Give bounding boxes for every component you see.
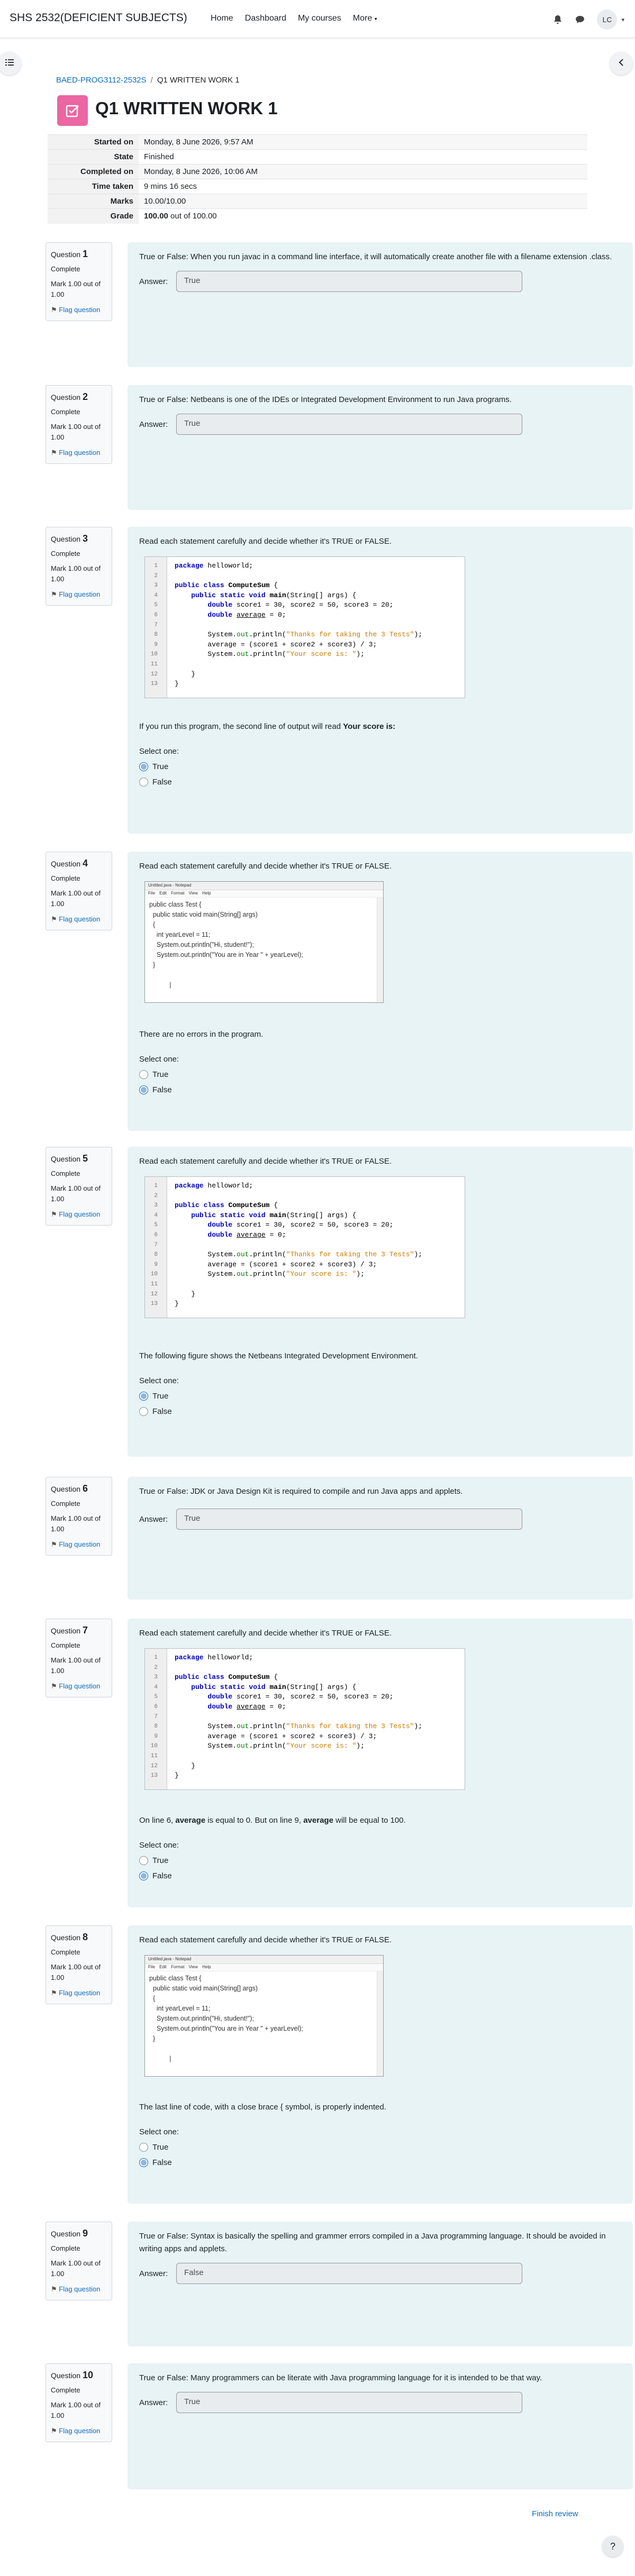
nav-more[interactable] xyxy=(353,14,377,23)
option-false[interactable] xyxy=(139,2158,621,2167)
question-intro: Read each statement carefully and decide whether it's TRUE or FALSE. xyxy=(139,1157,392,1166)
radio-false[interactable] xyxy=(139,1871,148,1880)
notepad-screenshot xyxy=(144,1955,384,2077)
statement-bold: Your score is: xyxy=(343,722,396,731)
statement-text: will be equal to 100. xyxy=(333,1816,406,1825)
flag-question-link[interactable] xyxy=(51,305,107,315)
summary-row xyxy=(48,165,587,179)
question-state: Complete xyxy=(51,1641,80,1649)
answer-label: Answer: xyxy=(139,419,168,429)
option-true[interactable] xyxy=(139,2143,621,2152)
flag-label: Flag question xyxy=(59,1989,101,1997)
question-info xyxy=(46,852,112,930)
chevron-down-icon: ▾ xyxy=(374,16,377,22)
select-one-label: Select one: xyxy=(139,1841,179,1850)
option-true[interactable] xyxy=(139,1856,621,1865)
breadcrumb-course-link[interactable]: BAED-PROG3112-2532S xyxy=(56,76,147,85)
question-content xyxy=(128,2363,633,2489)
question-word: Question xyxy=(51,535,81,543)
flag-question-link[interactable] xyxy=(51,1209,107,1220)
option-label: True xyxy=(152,2143,169,2152)
option-label: True xyxy=(152,1070,169,1079)
question-state: Complete xyxy=(51,1169,80,1177)
summary-label: Marks xyxy=(48,194,139,209)
statement-text: is equal to 0. But on line 9, xyxy=(205,1816,304,1825)
answer-row xyxy=(139,2263,621,2284)
nav-my-courses[interactable]: My courses xyxy=(297,14,341,23)
flag-label: Flag question xyxy=(59,590,101,599)
summary-label: State xyxy=(48,150,139,165)
question-number xyxy=(51,390,107,405)
question-1 xyxy=(46,242,635,367)
flag-question-link[interactable] xyxy=(51,2284,107,2295)
option-label: True xyxy=(152,762,169,771)
option-label: False xyxy=(152,778,172,787)
question-content xyxy=(128,852,633,1131)
select-one-label: Select one: xyxy=(139,1055,179,1064)
flag-question-link[interactable] xyxy=(51,447,107,458)
primary-navigation xyxy=(211,14,377,23)
question-number-value: 10 xyxy=(82,2370,93,2380)
summary-label: Grade xyxy=(48,209,139,224)
nav-dashboard[interactable]: Dashboard xyxy=(244,14,286,23)
question-8 xyxy=(46,1925,635,2204)
statement-bold: average xyxy=(175,1816,206,1825)
question-state: Complete xyxy=(51,874,80,882)
radio-true[interactable] xyxy=(139,762,148,771)
code-line-numbers: 1 2 3 4 5 6 7 8 9 10 11 12 13 xyxy=(150,1183,158,1308)
breadcrumb-current[interactable]: Q1 WRITTEN WORK 1 xyxy=(157,76,240,85)
flag-question-link[interactable] xyxy=(51,1988,107,1998)
question-statement: The following figure shows the Netbeans Integrated Development Environment. xyxy=(139,1351,418,1360)
question-word: Question xyxy=(51,1933,81,1942)
question-word: Question xyxy=(51,1485,81,1493)
avatar[interactable]: LC xyxy=(597,10,617,30)
question-number xyxy=(51,1482,107,1496)
radio-true[interactable] xyxy=(139,2143,148,2152)
answer-row xyxy=(139,1509,621,1530)
summary-row xyxy=(48,135,587,150)
option-label: False xyxy=(152,2158,172,2167)
flag-question-link[interactable] xyxy=(51,914,107,925)
messages-icon[interactable] xyxy=(575,14,585,25)
question-number-value: 2 xyxy=(82,391,88,402)
summary-value: 10.00/10.00 xyxy=(139,194,587,209)
option-false[interactable] xyxy=(139,1085,621,1094)
summary-row xyxy=(48,209,587,224)
summary-label: Completed on xyxy=(48,165,139,179)
question-content xyxy=(128,1147,633,1457)
question-grade: Mark 1.00 out of 1.00 xyxy=(51,423,101,442)
breadcrumb-separator: / xyxy=(150,76,153,85)
flag-question-link[interactable] xyxy=(51,2426,107,2436)
answer-label: Answer: xyxy=(139,2398,168,2407)
notification-bell-icon[interactable] xyxy=(552,14,563,25)
question-intro: Read each statement carefully and decide whether it's TRUE or FALSE. xyxy=(139,537,392,546)
question-number xyxy=(51,532,107,546)
question-intro: Read each statement carefully and decide whether it's TRUE or FALSE. xyxy=(139,1935,392,1944)
nav-home[interactable]: Home xyxy=(211,14,233,23)
option-label: False xyxy=(152,1871,172,1880)
radio-false[interactable] xyxy=(139,1407,148,1416)
code-line-numbers: 1 2 3 4 5 6 7 8 9 10 11 12 13 xyxy=(150,563,158,688)
top-navbar xyxy=(0,0,635,38)
grade-value: 100.00 xyxy=(144,212,168,221)
notepad-code: public class Test { public static void main(String[] args) { int yearLevel = 11; System.out.println("Hi, student!"); System.out.println("You are in Year " + yearLevel); } | xyxy=(149,901,303,989)
notepad-scrollbar xyxy=(377,1971,383,2076)
question-statement xyxy=(139,1814,621,1827)
question-info xyxy=(46,385,112,464)
flag-icon: ⚑ xyxy=(51,915,57,924)
question-info xyxy=(46,2363,112,2442)
question-state: Complete xyxy=(51,1948,80,1956)
flag-icon: ⚑ xyxy=(51,1210,57,1219)
code-text: package helloworld; public class ComputeSum { public static void main(String[] args) { double score1 = 30, score2 = 50, score3 = 20; double average = 0; System.out.println("Thanks for taking the 3 Tests"); average = (score1 + score2 + score3) / 3; System.out.println("Your score is: "); } } xyxy=(175,1654,423,1780)
question-intro: Read each statement carefully and decide whether it's TRUE or FALSE. xyxy=(139,1629,392,1638)
question-state: Complete xyxy=(51,2244,80,2252)
grade-out-of: out of 100.00 xyxy=(168,212,217,221)
list-icon xyxy=(5,59,14,68)
code-line-numbers: 1 2 3 4 5 6 7 8 9 10 11 12 13 xyxy=(150,1655,158,1779)
question-word: Question xyxy=(51,1155,81,1163)
question-grade: Mark 1.00 out of 1.00 xyxy=(51,1514,101,1533)
statement-text: On line 6, xyxy=(139,1816,176,1825)
answer-row xyxy=(139,271,621,292)
question-4 xyxy=(46,852,635,1131)
site-name[interactable]: SHS 2532(DEFICIENT SUBJECTS) xyxy=(10,12,187,24)
question-number xyxy=(51,1152,107,1166)
question-grade: Mark 1.00 out of 1.00 xyxy=(51,564,101,583)
answer-row xyxy=(139,414,621,435)
question-info xyxy=(46,1477,112,1556)
question-statement xyxy=(139,720,621,733)
question-word: Question xyxy=(51,1627,81,1635)
question-number xyxy=(51,2368,107,2383)
option-true[interactable] xyxy=(139,1070,621,1079)
answer-label: Answer: xyxy=(139,277,168,286)
answer-field[interactable]: True xyxy=(176,1509,522,1530)
flag-icon: ⚑ xyxy=(51,449,57,457)
question-grade: Mark 1.00 out of 1.00 xyxy=(51,2259,101,2278)
option-false[interactable] xyxy=(139,1871,621,1880)
question-text: True or False: When you run javac in a command line interface, it will automatically create another file with a filename extension .class. xyxy=(139,252,612,261)
question-number-value: 1 xyxy=(82,249,88,259)
radio-true[interactable] xyxy=(139,1070,148,1079)
flag-icon: ⚑ xyxy=(51,2427,57,2435)
code-screenshot xyxy=(144,556,465,698)
summary-label: Time taken xyxy=(48,179,139,194)
question-content xyxy=(128,1619,633,1907)
question-grade: Mark 1.00 out of 1.00 xyxy=(51,1656,101,1675)
summary-value: Monday, 8 June 2026, 10:06 AM xyxy=(139,165,587,179)
question-content xyxy=(128,242,633,367)
flag-icon: ⚑ xyxy=(51,2285,57,2294)
user-nav xyxy=(552,10,624,30)
question-content xyxy=(128,527,633,834)
question-grade: Mark 1.00 out of 1.00 xyxy=(51,889,101,908)
select-one-label: Select one: xyxy=(139,747,179,756)
answer-field[interactable]: False xyxy=(176,2263,522,2284)
flag-question-link[interactable] xyxy=(51,1539,107,1550)
question-content xyxy=(128,385,633,510)
notepad-code: public class Test { public static void main(String[] args) { int yearLevel = 11; System.out.println("Hi, student!"); System.out.println("You are in Year " + yearLevel); } | xyxy=(149,1975,303,2062)
question-statement: There are no errors in the program. xyxy=(139,1030,264,1039)
summary-row xyxy=(48,194,587,209)
question-word: Question xyxy=(51,250,81,259)
flag-icon: ⚑ xyxy=(51,590,57,599)
question-word: Question xyxy=(51,393,81,401)
flag-question-link[interactable] xyxy=(51,1681,107,1692)
radio-true[interactable] xyxy=(139,1856,148,1865)
question-state: Complete xyxy=(51,407,80,416)
answer-row xyxy=(139,2392,621,2413)
summary-value xyxy=(139,209,587,224)
summary-label: Started on xyxy=(48,135,139,150)
radio-true[interactable] xyxy=(139,1392,148,1401)
question-number xyxy=(51,2226,107,2241)
notepad-title: Untitled.java - Notepad xyxy=(145,882,383,890)
option-false[interactable] xyxy=(139,1407,621,1416)
question-text: True or False: Syntax is basically the spelling and grammer errors compiled in a Java programming language. It should be avoided in writing apps and applets. xyxy=(139,2232,606,2253)
option-true[interactable] xyxy=(139,1392,621,1401)
code-screenshot xyxy=(144,1176,465,1318)
option-true[interactable] xyxy=(139,762,621,771)
flag-icon: ⚑ xyxy=(51,1540,57,1549)
radio-false[interactable] xyxy=(139,2158,148,2167)
code-screenshot xyxy=(144,1648,465,1790)
summary-row xyxy=(48,179,587,194)
option-label: True xyxy=(152,1392,169,1401)
question-grade: Mark 1.00 out of 1.00 xyxy=(51,2401,101,2420)
flag-label: Flag question xyxy=(59,449,101,457)
question-word: Question xyxy=(51,2230,81,2238)
question-content xyxy=(128,1925,633,2204)
question-number xyxy=(51,247,107,262)
breadcrumb xyxy=(56,76,240,85)
question-number xyxy=(51,856,107,871)
question-info xyxy=(46,527,112,606)
option-label: True xyxy=(152,1856,169,1865)
flag-icon: ⚑ xyxy=(51,1989,57,1997)
flag-label: Flag question xyxy=(59,2427,101,2435)
radio-false[interactable] xyxy=(139,778,148,787)
question-state: Complete xyxy=(51,549,80,558)
question-text: True or False: JDK or Java Design Kit is required to compile and run Java apps and applets. xyxy=(139,1487,463,1496)
question-grade: Mark 1.00 out of 1.00 xyxy=(51,280,101,299)
question-info xyxy=(46,242,112,321)
page-title: Q1 WRITTEN WORK 1 xyxy=(95,98,278,118)
statement-text: If you run this program, the second line of output will read xyxy=(139,722,343,731)
flag-question-link[interactable] xyxy=(51,589,107,600)
flag-label: Flag question xyxy=(59,1682,101,1691)
option-label: False xyxy=(152,1085,172,1094)
option-label: False xyxy=(152,1407,172,1416)
question-number xyxy=(51,1930,107,1945)
answer-field[interactable]: True xyxy=(176,2392,522,2413)
attempt-summary-table xyxy=(48,134,587,224)
question-2 xyxy=(46,385,635,510)
question-grade: Mark 1.00 out of 1.00 xyxy=(51,1963,101,1982)
question-info xyxy=(46,1147,112,1226)
question-7 xyxy=(46,1619,635,1907)
summary-value: 9 mins 16 secs xyxy=(139,179,587,194)
question-text: True or False: Many programmers can be literate with Java programming language for it is intended to be that way. xyxy=(139,2373,542,2382)
question-state: Complete xyxy=(51,264,80,273)
question-number-value: 5 xyxy=(82,1153,88,1164)
summary-value: Monday, 8 June 2026, 9:57 AM xyxy=(139,135,587,150)
summary-row xyxy=(48,150,587,165)
question-statement: The last line of code, with a close brace { symbol, is properly indented. xyxy=(139,2103,386,2112)
nav-more-label: More xyxy=(352,14,373,23)
select-one-label: Select one: xyxy=(139,1376,179,1385)
summary-value: Finished xyxy=(139,150,587,165)
question-number-value: 9 xyxy=(82,2228,88,2239)
select-one-label: Select one: xyxy=(139,2127,179,2136)
question-number-value: 8 xyxy=(82,1932,88,1942)
question-info xyxy=(46,1925,112,2004)
question-content xyxy=(128,1477,633,1600)
question-info xyxy=(46,2222,112,2300)
notepad-title: Untitled.java - Notepad xyxy=(145,1956,383,1964)
answer-field[interactable]: True xyxy=(176,271,522,292)
flag-label: Flag question xyxy=(59,1540,101,1549)
quiz-icon xyxy=(57,95,88,126)
question-6 xyxy=(46,1477,635,1600)
radio-false[interactable] xyxy=(139,1085,148,1094)
notepad-screenshot xyxy=(144,881,384,1003)
notepad-menu: File Edit Format View Help xyxy=(145,890,383,898)
question-3 xyxy=(46,527,635,834)
code-text: package helloworld; public class ComputeSum { public static void main(String[] args) { double score1 = 30, score2 = 50, score3 = 20; double average = 0; System.out.println("Thanks for taking the 3 Tests"); average = (score1 + score2 + score3) / 3; System.out.println("Your score is: "); } } xyxy=(175,1182,423,1308)
question-9 xyxy=(46,2222,635,2346)
question-number-value: 3 xyxy=(82,533,88,544)
option-false[interactable] xyxy=(139,778,621,787)
notepad-menu: File Edit Format View Help xyxy=(145,1964,383,1971)
notepad-scrollbar xyxy=(377,898,383,1002)
question-state: Complete xyxy=(51,1499,80,1508)
statement-bold: average xyxy=(303,1816,333,1825)
block-drawer-toggle-button[interactable] xyxy=(610,52,633,75)
answer-label: Answer: xyxy=(139,2269,168,2278)
course-index-toggle-button[interactable] xyxy=(0,52,21,75)
chevron-down-icon[interactable]: ▾ xyxy=(621,16,624,23)
question-grade: Mark 1.00 out of 1.00 xyxy=(51,1184,101,1203)
chevron-left-icon xyxy=(619,59,624,68)
answer-field[interactable]: True xyxy=(176,414,522,435)
flag-label: Flag question xyxy=(59,915,101,924)
question-text: True or False: Netbeans is one of the IDEs or Integrated Development Environment to run Java programs. xyxy=(139,395,512,404)
question-number-value: 4 xyxy=(82,858,88,869)
question-10 xyxy=(46,2363,635,2489)
question-intro: Read each statement carefully and decide whether it's TRUE or FALSE. xyxy=(139,862,392,871)
help-button[interactable]: ? xyxy=(602,2536,623,2557)
question-number-value: 7 xyxy=(82,1625,88,1636)
question-content xyxy=(128,2222,633,2346)
question-5 xyxy=(46,1147,635,1457)
flag-label: Flag question xyxy=(59,1210,101,1219)
code-text: package helloworld; public class ComputeSum { public static void main(String[] args) { double score1 = 30, score2 = 50, score3 = 20; double average = 0; System.out.println("Thanks for taking the 3 Tests"); average = (score1 + score2 + score3) / 3; System.out.println("Your score is: "); } } xyxy=(175,562,423,688)
flag-label: Flag question xyxy=(59,306,101,314)
question-number xyxy=(51,1623,107,1638)
flag-label: Flag question xyxy=(59,2285,101,2294)
flag-icon: ⚑ xyxy=(51,1682,57,1691)
question-info xyxy=(46,1619,112,1697)
question-word: Question xyxy=(51,2371,81,2380)
flag-icon: ⚑ xyxy=(51,306,57,314)
question-word: Question xyxy=(51,860,81,868)
question-state: Complete xyxy=(51,2386,80,2394)
finish-review-link[interactable]: Finish review xyxy=(532,2509,578,2518)
question-number-value: 6 xyxy=(82,1483,88,1494)
answer-label: Answer: xyxy=(139,1514,168,1524)
